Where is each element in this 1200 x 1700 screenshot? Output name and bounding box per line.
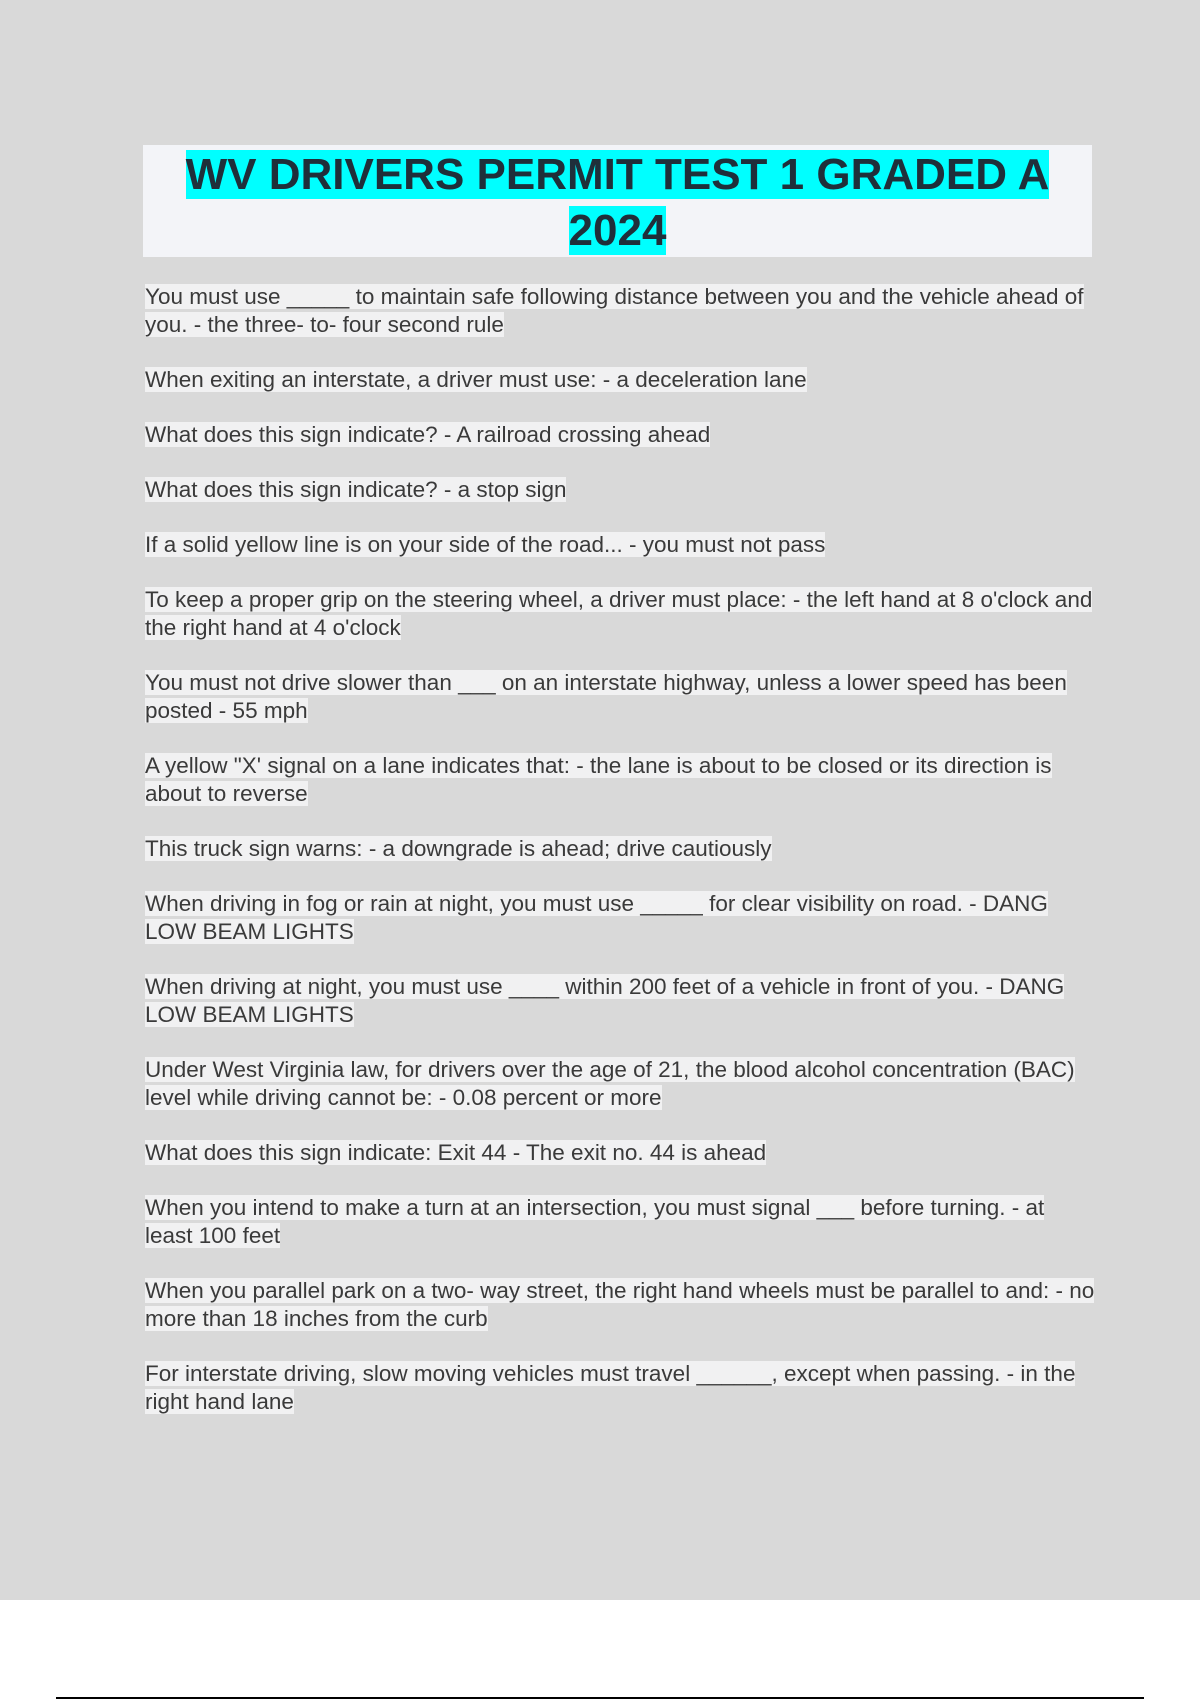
qa-item: [145, 752, 1095, 808]
qa-item: [145, 283, 1095, 339]
qa-item: [145, 669, 1095, 725]
qa-text: You must use _____ to maintain safe following distance between you and the vehicle ahead of you. - the three- to- four second rule: [145, 284, 1084, 337]
qa-item: [145, 531, 1095, 559]
qa-item: [145, 421, 1095, 449]
qa-item: [145, 586, 1095, 642]
qa-text: A yellow "X' signal on a lane indicates that: - the lane is about to be closed or its direction is about to reverse: [145, 753, 1052, 806]
qa-item: [145, 366, 1095, 394]
qa-text: When you parallel park on a two- way street, the right hand wheels must be parallel to and: - no more than 18 inches from the curb: [145, 1278, 1095, 1331]
qa-text: When driving in fog or rain at night, you must use _____ for clear visibility on road. - DANG LOW BEAM LIGHTS: [145, 891, 1048, 944]
qa-text: When driving at night, you must use ____ within 200 feet of a vehicle in front of you. - DANG LOW BEAM LIGHTS: [145, 974, 1065, 1027]
qa-text: When exiting an interstate, a driver must use: - a deceleration lane: [145, 367, 807, 392]
title-banner: [143, 145, 1092, 257]
qa-item: [145, 835, 1095, 863]
qa-list: [145, 283, 1095, 1443]
qa-item: [145, 1139, 1095, 1167]
qa-text: Under West Virginia law, for drivers over the age of 21, the blood alcohol concentration (BAC) level while driving cannot be: - 0.08 percent or more: [145, 1057, 1075, 1110]
qa-item: [145, 1277, 1095, 1333]
document-title: WV DRIVERS PERMIT TEST 1 GRADED A 2024: [185, 150, 1050, 255]
qa-item: [145, 1360, 1095, 1416]
qa-item: [145, 1056, 1095, 1112]
page-bottom-divider: [56, 1697, 1144, 1699]
qa-text: What does this sign indicate: Exit 44 - The exit no. 44 is ahead: [145, 1140, 767, 1165]
qa-text: If a solid yellow line is on your side of the road... - you must not pass: [145, 532, 826, 557]
qa-text: For interstate driving, slow moving vehicles must travel ______, except when passing. - in the right hand lane: [145, 1361, 1076, 1414]
qa-text: This truck sign warns: - a downgrade is ahead; drive cautiously: [145, 836, 772, 861]
qa-item: [145, 890, 1095, 946]
qa-text: What does this sign indicate? - A railroad crossing ahead: [145, 422, 711, 447]
qa-text: What does this sign indicate? - a stop sign: [145, 477, 567, 502]
qa-text: You must not drive slower than ___ on an interstate highway, unless a lower speed has been posted - 55 mph: [145, 670, 1067, 723]
qa-text: To keep a proper grip on the steering wheel, a driver must place: - the left hand at 8 o'clock and the right hand at 4 o'clock: [145, 587, 1093, 640]
qa-item: [145, 476, 1095, 504]
qa-item: [145, 973, 1095, 1029]
qa-item: [145, 1194, 1095, 1250]
qa-text: When you intend to make a turn at an intersection, you must signal ___ before turning. - at least 100 feet: [145, 1195, 1045, 1248]
